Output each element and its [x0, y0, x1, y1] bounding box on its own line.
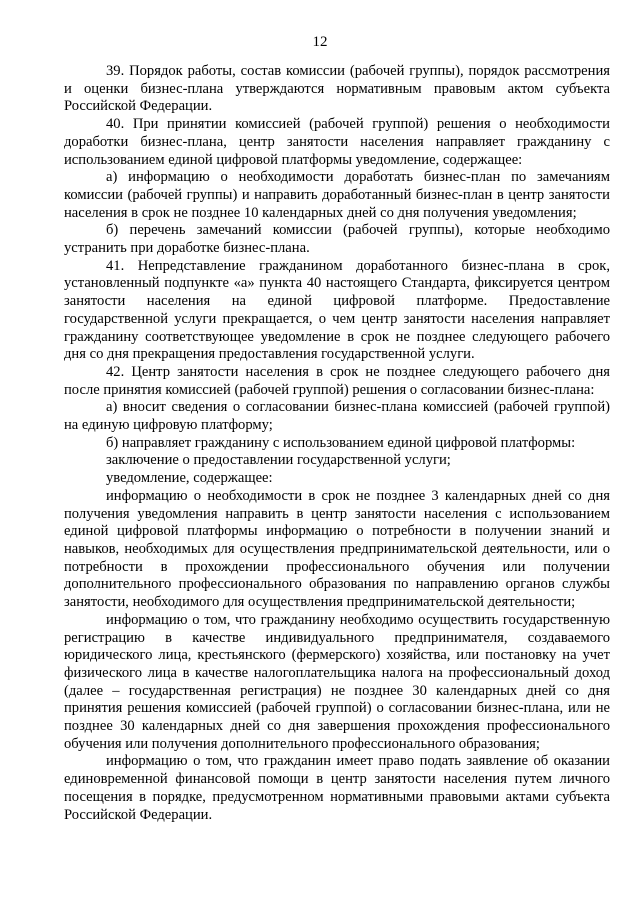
paragraph-notice-item-1: информацию о необходимости в срок не позднее 3 календарных дней со дня получения уведомления направить в центр занятости населения с использованием единой цифровой платформы информацию о потребности в получении знаний и навыков, необходимых для осуществления предпринимательской деятельности, или о потребности в прохождении профессионального обучения или получении дополнительного профессионального образования по направлению органов службы занятости, необходимого для осуществления предпринимательской деятельности;	[64, 487, 610, 611]
paragraph-39: 39. Порядок работы, состав комиссии (рабочей группы), порядок рассмотрения и оценки бизнес-плана утверждаются нормативным правовым актом субъекта Российской Федерации.	[64, 63, 610, 115]
document-body	[64, 63, 610, 824]
paragraph-42-a: а) вносит сведения о согласовании бизнес-плана комиссией (рабочей группой) на единую цифровую платформу;	[64, 399, 610, 434]
paragraph-40: 40. При принятии комиссией (рабочей группой) решения о необходимости доработки бизнес-плана, центр занятости населения направляет гражданину с использованием единой цифровой платформы уведомление, содержащее:	[64, 116, 610, 168]
paragraph-notice: уведомление, содержащее:	[106, 470, 273, 487]
paragraph-40-b: б) перечень замечаний комиссии (рабочей группы), которые необходимо устранить при доработке бизнес-плана.	[64, 222, 610, 257]
page-number: 12	[312, 34, 328, 50]
paragraph-notice-item-2: информацию о том, что гражданину необходимо осуществить государственную регистрацию в качестве индивидуального предпринимателя, создаваемого юридического лица, крестьянского (фермерского) хозяйства, или постановку на учет физического лица в качестве налогоплательщика налога на профессиональный доход (далее – государственная регистрация) не позднее 30 календарных дней со дня принятия решения комиссией (рабочей группой) о согласовании бизнес-плана, или не позднее 30 календарных дней со дня завершения прохождения профессионального обучения или получения дополнительного профессионального образования;	[64, 611, 610, 752]
paragraph-42: 42. Центр занятости населения в срок не позднее следующего рабочего дня после принятия комиссией (рабочей группой) решения о согласовании бизнес-плана:	[64, 363, 610, 398]
paragraph-41: 41. Непредставление гражданином доработанного бизнес-плана в срок, установленный подпункте «а» пункта 40 настоящего Стандарта, фиксируется центром занятости населения на единой цифровой платформе. Предоставление государственной услуги прекращается, о чем центр занятости населения направляет гражданину соответствующее уведомление в срок не позднее следующего рабочего дня со дня прекращения предоставления государственной услуги.	[64, 257, 610, 363]
paragraph-42-b: б) направляет гражданину с использованием единой цифровой платформы:	[106, 434, 576, 451]
paragraph-notice-item-3: информацию о том, что гражданин имеет право подать заявление об оказании единовременной финансовой помощи в центр занятости населения путем личного посещения в порядке, предусмотренном нормативными правовыми актами субъекта Российской Федерации.	[64, 753, 610, 823]
paragraph-conclusion: заключение о предоставлении государственной услуги;	[106, 452, 451, 469]
paragraph-40-a: а) информацию о необходимости доработать бизнес-план по замечаниям комиссии (рабочей группы) и направить доработанный бизнес-план в центр занятости населения в срок не позднее 10 календарных дней со дня получения уведомления;	[64, 169, 610, 221]
